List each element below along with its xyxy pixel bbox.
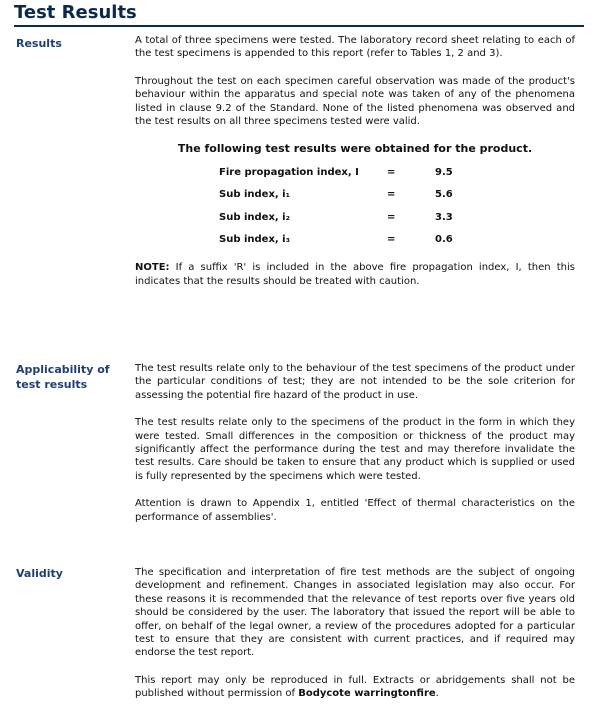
result-equals: =	[387, 234, 396, 246]
validity-section	[135, 566, 575, 715]
applicability-paragraph-3: Attention is drawn to Appendix 1, entitled 'Effect of thermal characteristics on the performance of assemblies'.	[135, 498, 575, 523]
result-key: Fire propagation index, I	[219, 166, 359, 178]
results-table	[219, 166, 453, 256]
result-equals: =	[387, 211, 396, 223]
results-row	[219, 188, 453, 210]
section-label-results: Results	[16, 37, 62, 50]
result-equals: =	[387, 166, 396, 178]
applicability-paragraph-1: The test results relate only to the behaviour of the test specimens of the product under the particular conditions of test; they are not intended to be the sole criterion for assessing the potential fire hazard of the product in use.	[135, 363, 575, 401]
validity-paragraph-1: The specification and interpretation of fire test methods are the subject of ongoing development and refinement. Changes in associated legislation may also occur. For these reasons it is recommended that the relevance of test reports over five years old should be considered by the user. The laboratory that issued the report will be able to offer, on behalf of the legal owner, a review of the procedures adopted for a particular test to ensure that they are consistent with current practices, and if required may endorse the test report.	[135, 567, 575, 659]
note-label: NOTE:	[135, 262, 170, 274]
results-paragraph-1: A total of three specimens were tested. The laboratory record sheet relating to each of the test specimens is appended to this report (refer to Tables 1, 2 and 3).	[135, 35, 575, 60]
results-note	[135, 261, 575, 288]
section-label-validity: Validity	[16, 567, 63, 580]
result-value: 9.5	[435, 166, 453, 178]
result-key: Sub index, i₃	[219, 234, 290, 246]
result-equals: =	[387, 189, 396, 201]
results-paragraph-2: Throughout the test on each specimen careful observation was made of the product's behaviour within the apparatus and special note was taken of any of the phenomena listed in clause 9.2 of the Standard. None of the listed phenomena was observed and the test results on all three specimens tested were valid.	[135, 75, 575, 128]
lab-name: Bodycote warringtonfire	[298, 688, 436, 700]
page-title: Test Results	[14, 2, 584, 27]
section-label-applicability: Applicability of test results	[16, 363, 110, 391]
validity-p2-end: .	[435, 688, 439, 700]
result-key: Sub index, i₁	[219, 189, 290, 201]
results-section	[135, 34, 575, 302]
validity-p2-start: This report may only be reproduced in full. Extracts or abridgements shall not be published without permission of	[135, 674, 575, 700]
validity-paragraph-2	[135, 674, 575, 701]
results-heading: The following test results were obtained for the product.	[177, 142, 533, 156]
applicability-section	[135, 362, 575, 538]
results-row	[219, 166, 453, 188]
note-text: If a suffix 'R' is included in the above fire propagation index, I, then this indicates that the results should be treated with caution.	[135, 262, 575, 287]
result-value: 5.6	[435, 189, 453, 201]
results-row	[219, 233, 453, 255]
result-key: Sub index, i₂	[219, 211, 290, 223]
applicability-paragraph-2: The test results relate only to the specimens of the product in the form in which they were tested. Small differences in the composition or thickness of the product may significantly affect the performance during the test and may therefore invalidate the test results. Care should be taken to ensure that any product which is supplied or used is fully represented by the specimens which were tested.	[135, 417, 575, 482]
result-value: 0.6	[435, 234, 453, 246]
result-value: 3.3	[435, 211, 453, 223]
results-row	[219, 211, 453, 233]
